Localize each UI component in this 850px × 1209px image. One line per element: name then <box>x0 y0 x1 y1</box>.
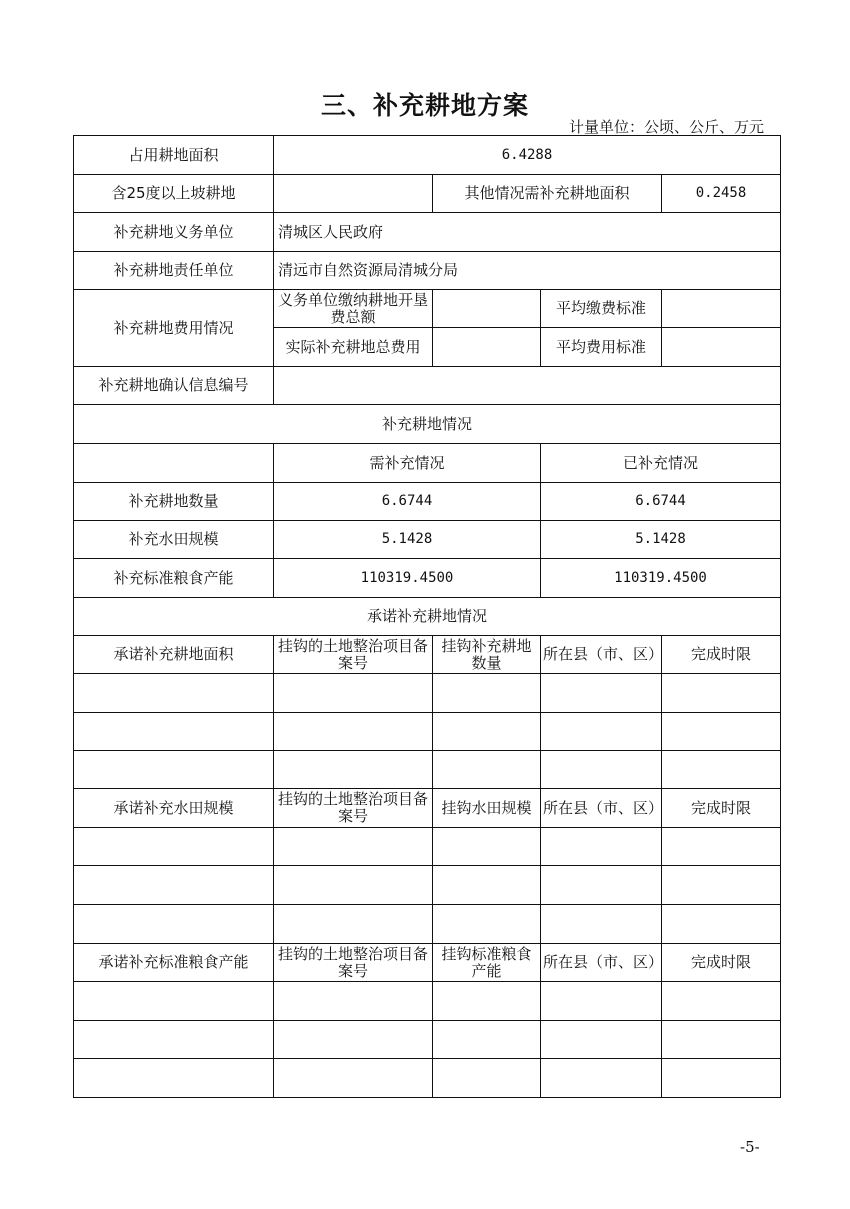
table-row <box>74 828 781 866</box>
avg-paid-label: 平均缴费标准 <box>541 290 662 328</box>
col-needed: 需补充情况 <box>274 444 541 483</box>
occupied-label: 占用耕地面积 <box>74 136 274 175</box>
table-row <box>74 1021 781 1059</box>
page-number: -5- <box>740 1138 760 1156</box>
table-row <box>74 674 781 713</box>
commitment-section-title: 承诺补充耕地情况 <box>74 598 781 636</box>
cost-actual-value <box>433 328 541 367</box>
supplement-needed: 6.6744 <box>274 483 541 521</box>
commitment-col-county: 所在县（市、区） <box>541 636 662 674</box>
table-row <box>74 713 781 751</box>
cost-label: 补充耕地费用情况 <box>74 290 274 367</box>
commitment-col-county: 所在县（市、区） <box>541 944 662 982</box>
slope-value <box>274 175 433 213</box>
table-row <box>74 982 781 1021</box>
commitment-col-deadline: 完成时限 <box>662 789 781 828</box>
avg-cost-label: 平均费用标准 <box>541 328 662 367</box>
commitment-col-amount: 挂钩水田规模 <box>433 789 541 828</box>
other-label: 其他情况需补充耕地面积 <box>433 175 662 213</box>
commitment-col-project: 挂钩的土地整治项目备案号 <box>274 636 433 674</box>
other-value: 0.2458 <box>662 175 781 213</box>
supplement-item-label: 补充耕地数量 <box>74 483 274 521</box>
table-row <box>74 1059 781 1098</box>
confirm-value <box>274 367 781 405</box>
supplement-done: 6.6744 <box>541 483 781 521</box>
table-row <box>74 905 781 944</box>
commitment-header-row <box>74 636 781 674</box>
commitment-col-project: 挂钩的土地整治项目备案号 <box>274 944 433 982</box>
supplement-header-blank <box>74 444 274 483</box>
unit-note: 计量单位：公顷、公斤、万元 <box>568 118 764 136</box>
table-row <box>74 483 781 521</box>
avg-paid-value <box>662 290 781 328</box>
commitment-col-deadline: 完成时限 <box>662 636 781 674</box>
cost-paid-value <box>433 290 541 328</box>
commitment-header-row <box>74 944 781 982</box>
responsible-value: 清远市自然资源局清城分局 <box>274 252 781 290</box>
commitment-group-label: 承诺补充水田规模 <box>74 789 274 828</box>
commitment-col-amount: 挂钩补充耕地数量 <box>433 636 541 674</box>
commitment-col-project: 挂钩的土地整治项目备案号 <box>274 789 433 828</box>
table-row <box>74 866 781 905</box>
supplement-section-title: 补充耕地情况 <box>74 405 781 444</box>
commitment-col-county: 所在县（市、区） <box>541 789 662 828</box>
table-row <box>74 751 781 789</box>
supplement-done: 5.1428 <box>541 521 781 559</box>
supplement-plan-table <box>73 135 781 1098</box>
confirm-label: 补充耕地确认信息编号 <box>74 367 274 405</box>
supplement-needed: 110319.4500 <box>274 559 541 598</box>
commitment-col-amount: 挂钩标准粮食产能 <box>433 944 541 982</box>
supplement-item-label: 补充水田规模 <box>74 521 274 559</box>
col-done: 已补充情况 <box>541 444 781 483</box>
responsible-label: 补充耕地责任单位 <box>74 252 274 290</box>
commitment-group-label: 承诺补充标准粮食产能 <box>74 944 274 982</box>
supplement-done: 110319.4500 <box>541 559 781 598</box>
commitment-group-label: 承诺补充耕地面积 <box>74 636 274 674</box>
obligor-label: 补充耕地义务单位 <box>74 213 274 252</box>
avg-cost-value <box>662 328 781 367</box>
cost-paid-label: 义务单位缴纳耕地开垦费总额 <box>274 290 433 328</box>
obligor-value: 清城区人民政府 <box>274 213 781 252</box>
slope-label: 含25度以上坡耕地 <box>74 175 274 213</box>
commitment-col-deadline: 完成时限 <box>662 944 781 982</box>
commitment-header-row <box>74 789 781 828</box>
table-row <box>74 521 781 559</box>
occupied-value: 6.4288 <box>274 136 781 175</box>
supplement-item-label: 补充标准粮食产能 <box>74 559 274 598</box>
cost-actual-label: 实际补充耕地总费用 <box>274 328 433 367</box>
table-row <box>74 559 781 598</box>
page-title: 三、补充耕地方案 <box>320 91 529 120</box>
supplement-needed: 5.1428 <box>274 521 541 559</box>
